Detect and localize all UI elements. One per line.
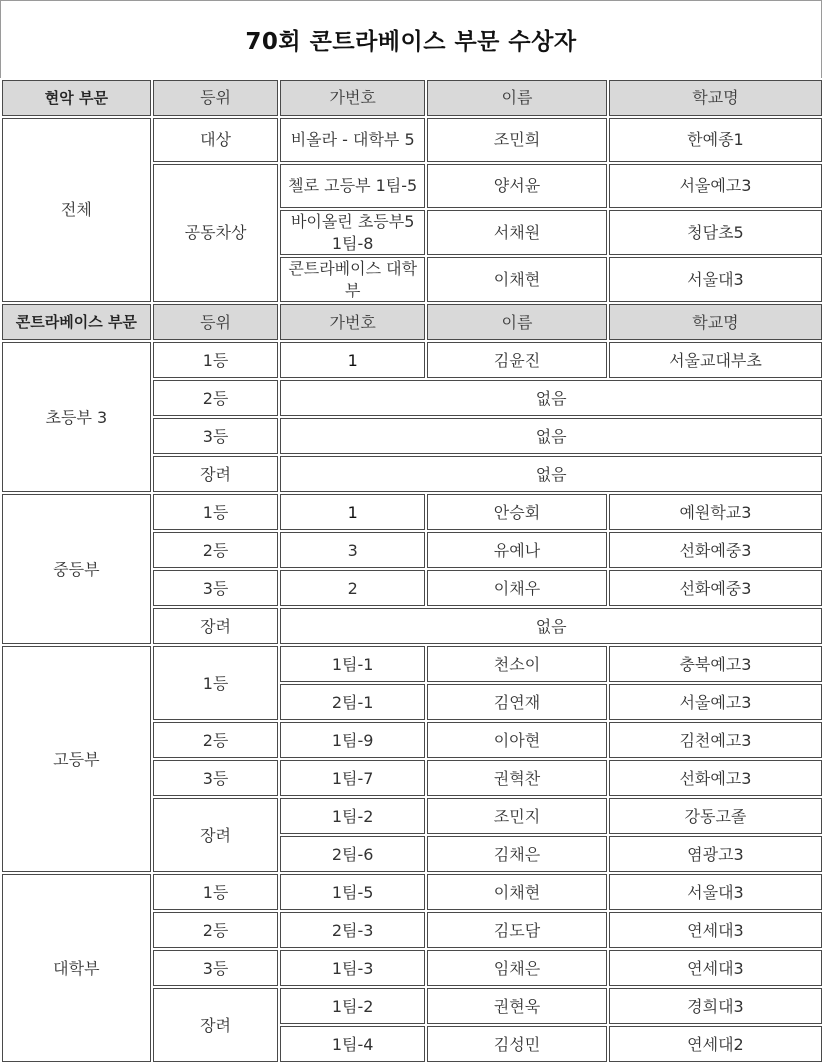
number-cell: 콘트라베이스 대학부 (280, 257, 425, 302)
column-header-school: 학교명 (609, 304, 822, 340)
number-cell: 첼로 고등부 1팀-5 (280, 164, 425, 208)
rank-cell: 2등 (153, 380, 279, 416)
school-cell: 연세대3 (609, 950, 822, 986)
header-row (2, 304, 822, 340)
school-cell: 연세대3 (609, 912, 822, 948)
school-cell: 한예종1 (609, 118, 822, 162)
name-cell: 권혁찬 (427, 760, 607, 796)
group-label: 중등부 (2, 494, 151, 644)
page-title: 70회 콘트라베이스 부문 수상자 (245, 29, 577, 55)
rank-cell: 대상 (153, 118, 279, 162)
none-cell: 없음 (280, 608, 822, 644)
rank-cell: 3등 (153, 760, 279, 796)
name-cell: 양서윤 (427, 164, 607, 208)
rank-cell: 2등 (153, 912, 279, 948)
school-cell: 강동고졸 (609, 798, 822, 834)
number-cell: 1팀-7 (280, 760, 425, 796)
school-cell: 김천예고3 (609, 722, 822, 758)
number-cell: 2팀-3 (280, 912, 425, 948)
group-label: 고등부 (2, 646, 151, 872)
school-cell: 선화예고3 (609, 760, 822, 796)
column-header-rank: 등위 (153, 304, 279, 340)
name-cell: 유예나 (427, 532, 607, 568)
name-cell: 김도담 (427, 912, 607, 948)
none-cell: 없음 (280, 380, 822, 416)
school-cell: 충북예고3 (609, 646, 822, 682)
number-cell: 바이올린 초등부5 1팀-8 (280, 210, 425, 255)
rank-cell: 2등 (153, 532, 279, 568)
number-cell: 2팀-1 (280, 684, 425, 720)
rank-cell: 1등 (153, 494, 279, 530)
section-header-bass: 콘트라베이스 부문 (2, 304, 151, 340)
number-cell: 2 (280, 570, 425, 606)
name-cell: 이채현 (427, 874, 607, 910)
number-cell: 1팀-5 (280, 874, 425, 910)
name-cell: 권현욱 (427, 988, 607, 1024)
column-header-number: 가번호 (280, 80, 425, 116)
school-cell: 서울대3 (609, 257, 822, 302)
rank-cell: 1등 (153, 646, 279, 720)
group-label: 전체 (2, 118, 151, 302)
section-header-strings: 현악 부문 (2, 80, 151, 116)
school-cell: 서울교대부초 (609, 342, 822, 378)
rank-cell: 공동차상 (153, 164, 279, 302)
rank-cell: 1등 (153, 342, 279, 378)
column-header-name: 이름 (427, 304, 607, 340)
table-row (2, 494, 822, 530)
name-cell: 이채현 (427, 257, 607, 302)
school-cell: 연세대2 (609, 1026, 822, 1062)
rank-cell: 장려 (153, 798, 279, 872)
rank-cell: 장려 (153, 988, 279, 1062)
table-row (2, 118, 822, 162)
name-cell: 임채은 (427, 950, 607, 986)
number-cell: 1팀-2 (280, 798, 425, 834)
group-label: 대학부 (2, 874, 151, 1062)
school-cell: 예원학교3 (609, 494, 822, 530)
column-header-rank: 등위 (153, 80, 279, 116)
name-cell: 안승회 (427, 494, 607, 530)
rank-cell: 장려 (153, 608, 279, 644)
number-cell: 1팀-9 (280, 722, 425, 758)
rank-cell: 장려 (153, 456, 279, 492)
column-header-number: 가번호 (280, 304, 425, 340)
school-cell: 경희대3 (609, 988, 822, 1024)
awards-table (0, 78, 824, 1064)
column-header-name: 이름 (427, 80, 607, 116)
school-cell: 서울대3 (609, 874, 822, 910)
rank-cell: 2등 (153, 722, 279, 758)
name-cell: 천소이 (427, 646, 607, 682)
table-row (2, 342, 822, 378)
rank-cell: 3등 (153, 418, 279, 454)
name-cell: 조민지 (427, 798, 607, 834)
school-cell: 청담초5 (609, 210, 822, 255)
rank-cell: 1등 (153, 874, 279, 910)
name-cell: 서채원 (427, 210, 607, 255)
none-cell: 없음 (280, 418, 822, 454)
number-cell: 1팀-2 (280, 988, 425, 1024)
number-cell: 1팀-3 (280, 950, 425, 986)
school-cell: 서울예고3 (609, 164, 822, 208)
name-cell: 조민희 (427, 118, 607, 162)
name-cell: 김윤진 (427, 342, 607, 378)
number-cell: 비올라 - 대학부 5 (280, 118, 425, 162)
school-cell: 선화예중3 (609, 532, 822, 568)
group-label: 초등부 3 (2, 342, 151, 492)
table-row (2, 646, 822, 682)
name-cell: 김성민 (427, 1026, 607, 1062)
name-cell: 이아현 (427, 722, 607, 758)
name-cell: 김채은 (427, 836, 607, 872)
number-cell: 3 (280, 532, 425, 568)
rank-cell: 3등 (153, 570, 279, 606)
school-cell: 선화예중3 (609, 570, 822, 606)
number-cell: 1 (280, 494, 425, 530)
none-cell: 없음 (280, 456, 822, 492)
number-cell: 1팀-4 (280, 1026, 425, 1062)
rank-cell: 3등 (153, 950, 279, 986)
number-cell: 2팀-6 (280, 836, 425, 872)
number-cell: 1 (280, 342, 425, 378)
school-cell: 서울예고3 (609, 684, 822, 720)
header-row (2, 80, 822, 116)
table-row (2, 874, 822, 910)
title-box (0, 0, 822, 78)
column-header-school: 학교명 (609, 80, 822, 116)
name-cell: 김연재 (427, 684, 607, 720)
school-cell: 염광고3 (609, 836, 822, 872)
name-cell: 이채우 (427, 570, 607, 606)
number-cell: 1팀-1 (280, 646, 425, 682)
